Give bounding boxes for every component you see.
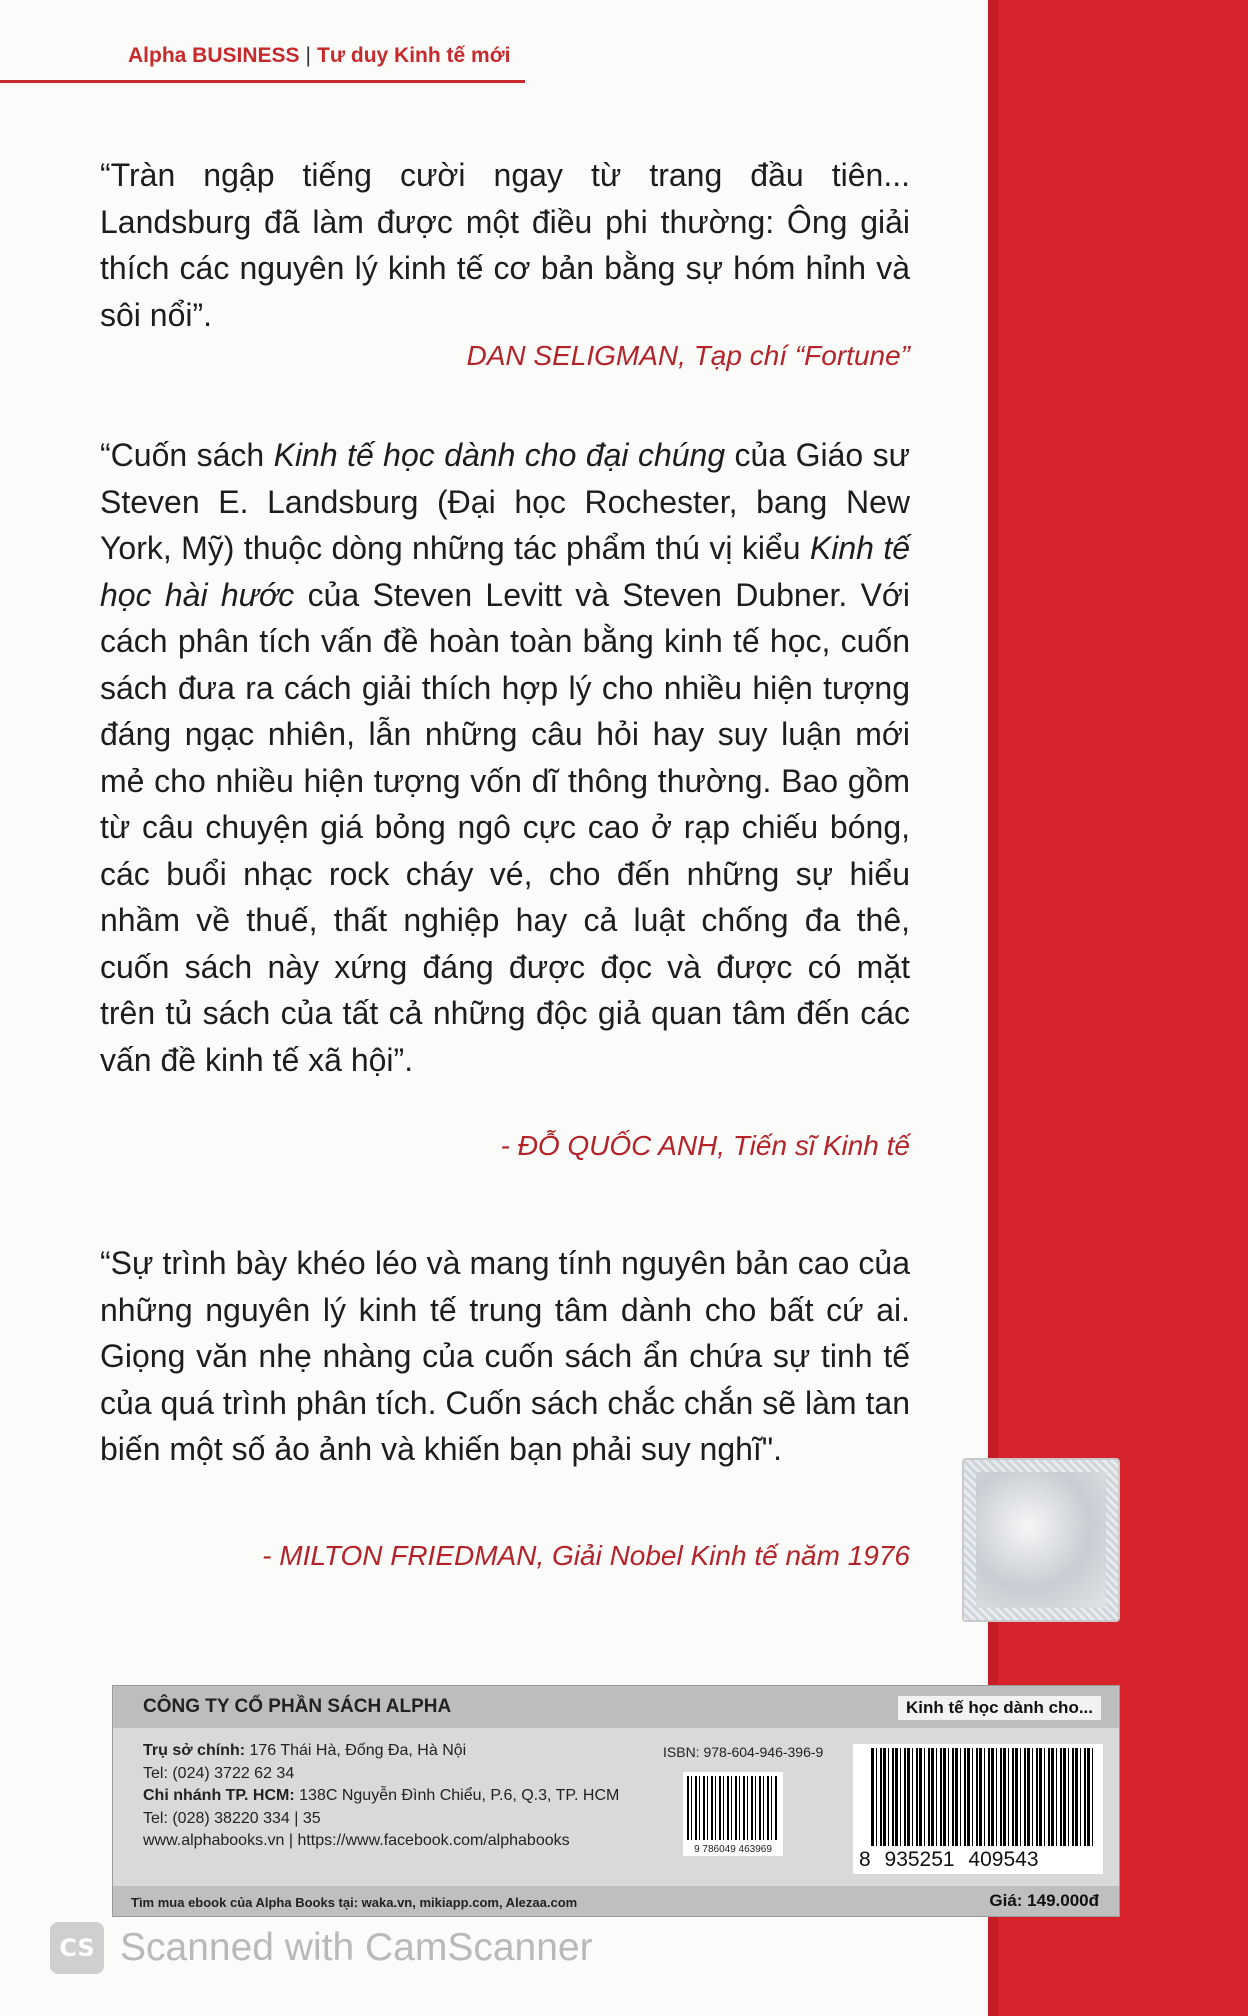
quote-do-quoc-anh xyxy=(100,432,910,1083)
book-title-italic: Kinh tế học dành cho đại chúng xyxy=(273,437,726,473)
branch-line xyxy=(143,1785,619,1808)
quote-text: của Steven Levitt và Steven Dubner. Với cách phân tích vấn đề hoàn toàn bằng kinh tế học, cuốn sách đưa ra cách giải thích hợp lý cho nhiều hiện tượng đáng ngạc nhiên, lẫn những câu hỏi hay suy luận mới mẻ cho nhiều hiện tượng vốn dĩ thông thường. Bao gồm từ câu chuyện giá bỏng ngô cực cao ở rạp chiếu bóng, các buổi nhạc rock cháy vé, cho đến những sự hiểu nhầm về thuế, thất nghiệp hay cả luật chống đa thê, cuốn sách này xứng đáng được đọc và được có mặt trên tủ sách của tất cả những độc giả quan tâm đến các vấn đề kinh tế xã hội”. xyxy=(100,576,911,1078)
quote-text: “Cuốn sách xyxy=(100,437,274,473)
series-brand: Alpha BUSINESS xyxy=(128,44,300,67)
quote-friedman: “Sự trình bày khéo léo và mang tính nguyên bản cao của những nguyên lý kinh tế trung tâm dành cho bất cứ ai. Giọng văn nhẹ nhàng của cuốn sách ẩn chứa sự tinh tế của quá trình phân tích. Cuốn sách chắc chắn sẽ làm tan biến một số ảo ảnh và khiến bạn phải suy nghĩ". xyxy=(100,1245,910,1467)
attribution-friedman: - MILTON FRIEDMAN, Giải Nobel Kinh tế năm 1976 xyxy=(262,1540,910,1571)
hq-tel: Tel: (024) 3722 62 34 xyxy=(143,1764,295,1782)
isbn-barcode-number: 9 786049 463969 xyxy=(694,1844,772,1855)
branch-address: 138C Nguyễn Đình Chiểu, P.6, Q.3, TP. HCM xyxy=(299,1787,620,1804)
price-tag: Giá: 149.000đ xyxy=(989,1891,1099,1910)
barcode-bars xyxy=(871,1748,1095,1846)
label-book-title: Kinh tế học dành cho... xyxy=(898,1696,1101,1720)
publisher-label xyxy=(112,1685,1120,1917)
hq-label: Trụ sở chính: xyxy=(143,1742,246,1759)
attribution-seligman: DAN SELIGMAN, Tạp chí “Fortune” xyxy=(466,340,910,371)
barcode-bars xyxy=(687,1776,779,1840)
camscanner-watermark xyxy=(50,1920,593,1976)
attribution-do-quoc-anh: - ĐỖ QUỐC ANH, Tiến sĩ Kinh tế xyxy=(500,1130,910,1161)
isbn-text: ISBN: 978-604-946-396-9 xyxy=(663,1744,824,1760)
ebook-buy-text: Tìm mua ebook của Alpha Books tại: waka.vn, mikiapp.com, Alezaa.com xyxy=(131,1895,578,1910)
publisher-info xyxy=(143,1740,619,1853)
series-separator: | xyxy=(305,44,311,67)
book-title-italic: Kinh tế học hài hước xyxy=(100,530,911,613)
company-name: CÔNG TY CỔ PHẦN SÁCH ALPHA xyxy=(143,1696,452,1717)
branch-label: Chi nhánh TP. HCM: xyxy=(143,1787,295,1804)
quote-fortune: “Tràn ngập tiếng cười ngay từ trang đầu tiên... Landsburg đã làm được một điều phi thường: Ông giải thích các nguyên lý kinh tế cơ bản bằng sự hóm hỉnh và sôi nổi”. xyxy=(100,157,910,333)
hq-line xyxy=(143,1740,619,1763)
barcode-icon xyxy=(853,1744,1103,1874)
series-header xyxy=(128,44,510,68)
camscanner-logo-icon: CS xyxy=(50,1922,104,1974)
isbn-barcode-icon xyxy=(683,1772,783,1856)
hologram-inner xyxy=(976,1472,1106,1608)
barcode-number: 8 935251 409543 xyxy=(859,1848,1039,1871)
branch-tel: Tel: (028) 38220 334 | 35 xyxy=(143,1809,321,1827)
series-underline xyxy=(0,80,525,83)
series-tagline: Tư duy Kinh tế mới xyxy=(317,44,511,67)
web-links: www.alphabooks.vn | https://www.facebook.com/alphabooks xyxy=(143,1832,570,1849)
hologram-sticker-icon xyxy=(962,1458,1120,1622)
quote-text: của Giáo sư Steven E. Landsburg (Đại học Rochester, bang New York, Mỹ) thuộc dòng những tác phẩm thú vị kiểu xyxy=(100,437,910,566)
hq-address: 176 Thái Hà, Đống Đa, Hà Nội xyxy=(249,1742,467,1759)
watermark-text: Scanned with CamScanner xyxy=(120,1926,593,1969)
